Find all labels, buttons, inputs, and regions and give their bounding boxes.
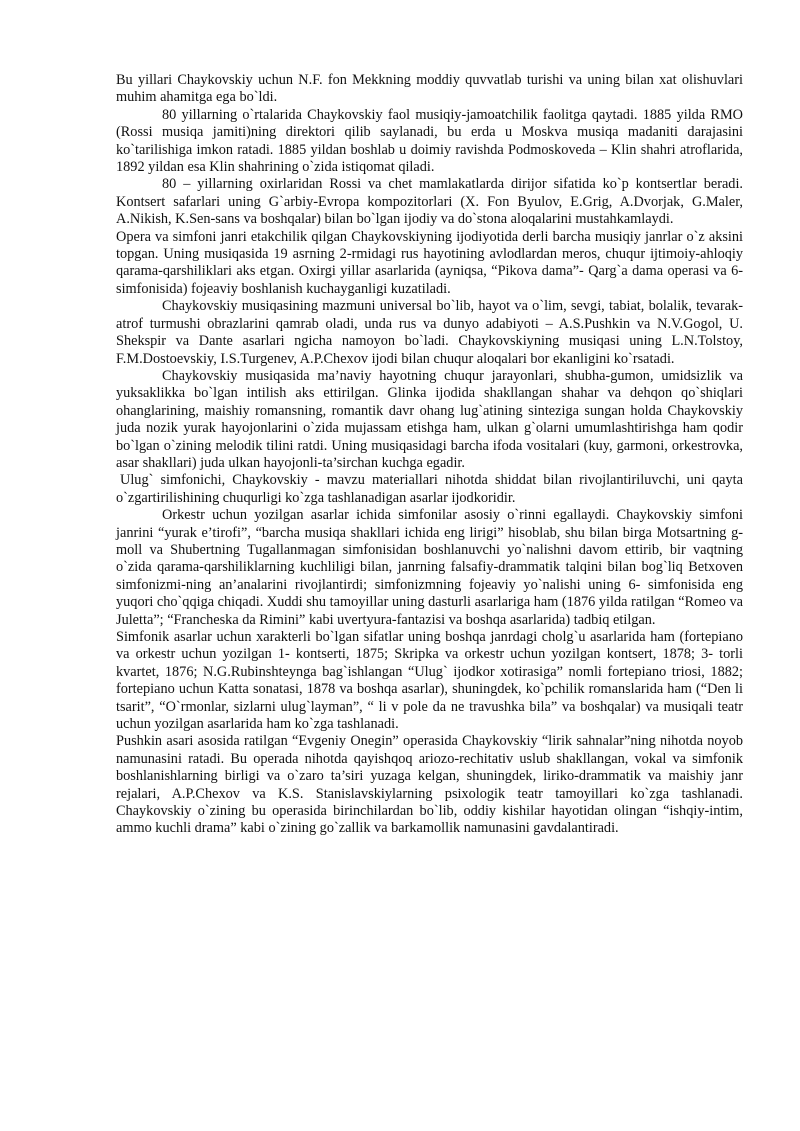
- paragraph-3: 80 – yillarning oxirlaridan Rossi va chet mamlakatlarda dirijor sifatida ko`p kontsertlar beradi. Kontsert safarlari uning G`arbiy-Evropa kompozitorlari (X. Fon Byulov, E.Grig, A.Dvorjak, G.Maler, A.Nikish, K.Sen-sans va boshqalar) bilan bo`lgan ijodiy va do`stona aloqalarini mustahkamlaydi.: [116, 176, 743, 228]
- paragraph-2: 80 yillarning o`rtalarida Chaykovskiy faol musiqiy-jamoatchilik faolitga qaytadi. 1885 yilda RMO (Rossi musiqa jamiti)ning direktori qilib saylanadi, bu erda u Moskva musiqa madaniti darajasini ko`tarilishiga imkon ratadi. 1885 yildan boshlab u doimiy ravishda Podmoskoveda – Klin shahri atroflarida, 1892 yildan esa Klin shahrining o`zida istiqomat qiladi.: [116, 106, 743, 176]
- paragraph-1: Bu yillari Chaykovskiy uchun N.F. fon Mekkning moddiy quvvatlab turishi va uning bilan xat olishuvlari muhim ahamitga ega bo`ldi.: [116, 72, 743, 106]
- paragraph-8: Orkestr uchun yozilgan asarlar ichida simfonilar asosiy o`rinni egallaydi. Chaykovskiy simfoni janrini “yurak e’tirofi”, “barcha musiqa shakllari ichida eng lirigi” hisoblab, shu bilan birga Motsartning g-moll va Shubertning Tugallanmagan simfonisidan boshlanuvchi yo`nalishni davom ettirib, bir vaqtning o`zida qarama-qarshiliklarning kuchliligi bilan, janrning falsafiy-drammatik talqini bilan bog`liq Betxoven simfonizmi-ning an’analarini rivojlantirdi; simfonizmning fojeaviy yo`nalishi uning 6- simfonisida eng yuqori cho`qqiga chiqadi. Xuddi shu tamoyillar uning dasturli asarlariga ham (1876 yilda ratilgan “Romeo va Juletta”; “Francheska da Rimini” kabi uvertyura-fantazisi va boshqa asarlarida) tadbiq etilgan.: [116, 507, 743, 628]
- paragraph-6: Chaykovskiy musiqasida ma’naviy hayotning chuqur jarayonlari, shubha-gumon, umidsizlik va yuksaklikka bo`lgan intilish aks ettirilgan. Glinka ijodida shakllangan shahar va dehqon qo`shiqlari ohanglarining, maishiy romansning, romantik davr ohang lug`atining sinteziga sungan holda Chaykovskiy juda nozik yurak hayojonlarini o`zida mujassam etishga ham, ulkan g`olarni umumlashtirishga ham qodir bo`lgan o`zining melodik tilini ratdi. Uning musiqasidagi barcha ifoda vositalari (kuy, garmoni, orkestrovka, asar shakllari) juda ulkan hayojonli-ta’sirchan kuchga egadir.: [116, 367, 743, 471]
- paragraph-10: Pushkin asari asosida ratilgan “Evgeniy Onegin” operasida Chaykovskiy “lirik sahnalar”ning nihotda noyob namunasini ratadi. Bu operada nihotda qayishqoq ariozo-rechitativ uslub shakllangan, vokal va simfonik boshlanishlarning birligi va o`zaro ta’siri yuzaga kelgan, shuningdek, liriko-drammatik va maishiy janr rejalari, A.P.Chexov va K.S. Stanislavskiylarning psixologik teatr tamoyillari ko`zga tashlanadi. Chaykovskiy o`zining bu operasida birinchilardan bo`lib, oddiy kishilar hayotidan olingan “ishqiy-intim, ammo kuchli drama” kabi o`zining go`zallik va barkamollik namunasini gavdalantiradi.: [116, 733, 743, 837]
- paragraph-4: Opera va simfoni janri etakchilik qilgan Chaykovskiyning ijodiyotida derli barcha musiqiy janrlar o`z aksini topgan. Uning musiqasida 19 asrning 2-rmidagi rus hayotining avlodlardan meros, chuqur ijtimoiy-ahloqiy qarama-qarshiliklari aks etgan. Oxirgi yillar asarlarida (ayniqsa, “Pikova dama”- Qarg`a dama operasi va 6-simfonisida) fojeaviy boshlanish kuchayganligi kuzatiladi.: [116, 228, 743, 297]
- paragraph-9: Simfonik asarlar uchun xarakterli bo`lgan sifatlar uning boshqa janrdagi cholg`u asarlarida ham (fortepiano va orkestr uchun yozilgan 1- kontserti, 1875; Skripka va orkestr uchun yozilgan kontsert, 1878; 3- torli kvartet, 1876; N.G.Rubinshteynga bag`ishlangan “Ulug` ijodkor xotirasiga” nomli fortepiano triosi, 1882; fortepiano uchun Katta sonatasi, 1878 va boshqa asarlar), shuningdek, ko`pchilik romanslarida ham (“Den li tsarit”, “O`rmonlar, sizlarni ulug`layman”, “ li v pole da ne travushka bila” va boshqalar) va musiqali teatr uchun yozilgan asarlarida ham ko`zga tashlanadi.: [116, 629, 743, 733]
- paragraph-7: Ulug` simfonichi, Chaykovskiy - mavzu materiallari nihotda shiddat bilan rivojlantiriluvchi, uni qayta o`zgartirilishining chuqurligi ko`zga tashlanadigan asarlar ijodkoridir.: [116, 472, 743, 506]
- document-page: [116, 72, 743, 838]
- paragraph-5: Chaykovskiy musiqasining mazmuni universal bo`lib, hayot va o`lim, sevgi, tabiat, bolalik, tevarak-atrof turmushi obrazlarini qamrab oladi, unda rus va dunyo adabiyoti – A.S.Pushkin va N.V.Gogol, U. Shekspir va Dante asarlari ngicha namoyon bo`ladi. Chaykovskiyning musiqasi uning L.N.Tolstoy, F.M.Dostoevskiy, I.S.Turgenev, A.P.Chexov ijodi bilan chuqur aloqalari bor ekanligini ko`rsatadi.: [116, 298, 743, 367]
